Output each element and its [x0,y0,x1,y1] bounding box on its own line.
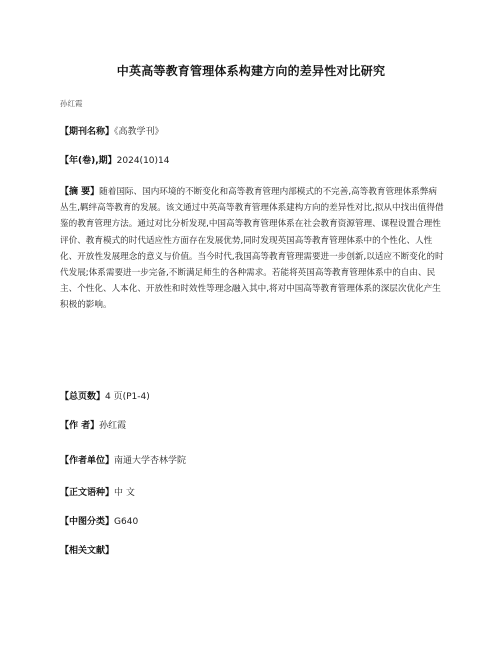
language-value: 中 文 [114,488,135,498]
byline-author: 孙红霞 [60,99,83,108]
language-field [60,486,135,500]
journal-value: 《高教学刊》 [114,127,164,137]
pages-label: 【总页数】 [60,392,106,402]
affiliation-value: 南通大学杏林学院 [114,456,187,466]
classification-value: G640 [114,517,139,527]
affiliation-field [60,454,186,468]
classification-label: 【中图分类】 [60,517,115,527]
related-label: 【相关文献】 [60,546,115,556]
author-label: 【作 者】 [60,421,100,431]
abstract-text: 随着国际、国内环境的不断变化和高等教育管理内部模式的不完善,高等教育管理体系弊病丛生,羁绊高等教育的发展。该文通过中英高等教育管理体系建构方向的差异性对比,拟从中找出值得借鉴的教育管理方法。通过对比分析发现,中国高等教育管理体系在社会教育资源管理、课程设置合理性评价、教育模式的时代适应性方面存在发展优势,同时发现英国高等教育管理体系中的个性化、人性化、开放性发展理念的意义与价值。当今时代,我国高等教育管理需要进一步创新,以适应不断变化的时代发展;体系需要进一步完备,不断满足师生的各种需求。若能将英国高等教育管理体系中的自由、民主、个性化、人本化、开放性和时效性等理念融入其中,将对中国高等教育管理体系的深层次优化产生积极的影响。 [60,187,444,311]
issue-value: 2024(10)14 [116,156,170,166]
classification-field [60,515,138,529]
language-label: 【正文语种】 [60,488,115,498]
paper-title: 中英高等教育管理体系构建方向的差异性对比研究 [116,64,386,78]
related-literature-field [60,544,114,558]
journal-label: 【期刊名称】 [60,127,115,137]
abstract-label: 【摘 要】 [60,187,100,197]
author-field [60,419,126,433]
affiliation-label: 【作者单位】 [60,456,115,466]
pages-field [60,390,150,404]
author-value: 孙红霞 [99,421,127,431]
issue-field [60,154,170,168]
pages-value: 4 页(P1-4) [105,392,150,402]
issue-label: 【年(卷),期】 [60,156,117,166]
abstract-block [60,184,444,314]
journal-field [60,125,164,139]
